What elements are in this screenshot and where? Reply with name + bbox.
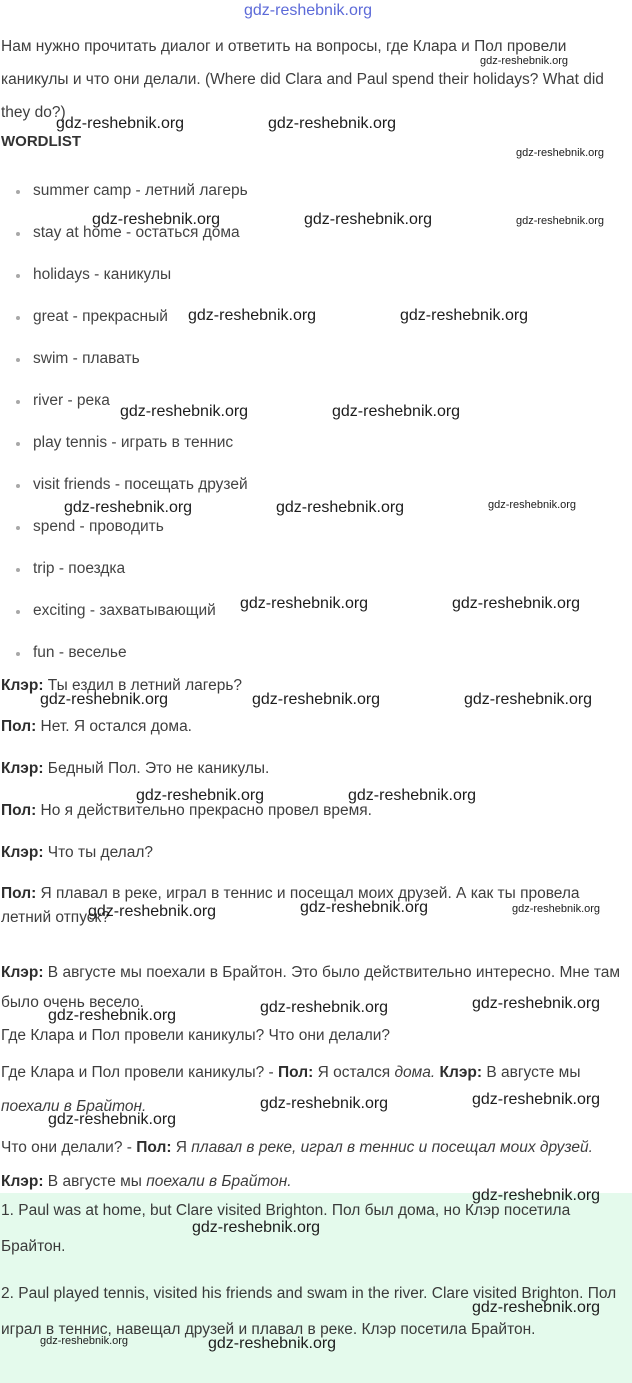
dialogue-text: Нет. Я остался дома. (36, 718, 192, 735)
watermark: gdz-reshebnik.org (260, 999, 389, 1016)
watermark: gdz-reshebnik.org (64, 499, 193, 516)
speaker-label: Клэр: (1, 677, 44, 694)
watermark: gdz-reshebnik.org (40, 691, 169, 708)
answer-emphasis: поехали в Брайтон. (146, 1173, 292, 1190)
speaker-label: Клэр: (1, 760, 44, 777)
watermark: gdz-reshebnik.org (88, 903, 217, 920)
answer-emphasis: дома. (394, 1064, 436, 1081)
bullet-icon (16, 274, 20, 278)
wordlist-entry: spend - проводить (33, 518, 164, 535)
watermark: gdz-reshebnik.org (268, 115, 397, 132)
speaker-label: Пол: (1, 802, 37, 819)
wordlist-entry: great - прекрасный (33, 308, 168, 325)
wordlist-entry: trip - поездка (33, 560, 126, 577)
watermark: gdz-reshebnik.org (56, 115, 185, 132)
watermark: gdz-reshebnik.org (472, 995, 601, 1012)
watermark: gdz-reshebnik.org (464, 691, 593, 708)
bullet-icon (16, 232, 20, 236)
watermark: gdz-reshebnik.org (208, 1335, 337, 1352)
bullet-icon (16, 526, 20, 530)
watermark: gdz-reshebnik.org (48, 1007, 177, 1024)
questions-line: Где Клара и Пол провели каникулы? Что они делали? (1, 1027, 391, 1044)
answer-text: Я (171, 1139, 192, 1156)
watermark: gdz-reshebnik.org (480, 55, 569, 67)
question-text: Где Клара и Пол провели каникулы? - (1, 1064, 279, 1081)
dialogue-line (1, 841, 629, 865)
watermark: gdz-reshebnik.org (472, 1299, 601, 1316)
speaker-label: Клэр: (1, 844, 44, 861)
dialogue-text: В августе мы поехали в Брайтон. Это было действительно интересно. Мне там было очень весело. (1, 964, 621, 1011)
bullet-icon (16, 652, 20, 656)
bullet-icon (16, 610, 20, 614)
wordlist-entry: river - река (33, 392, 110, 409)
watermark: gdz-reshebnik.org (260, 1095, 389, 1112)
watermark: gdz-reshebnik.org (300, 899, 429, 916)
wordlist-entry: stay at home - остаться дома (33, 224, 240, 241)
answer-1: 1. Paul was at home, but Clare visited Brighton. Пол был дома, но Клэр посетила Брайтон. (1, 1202, 571, 1255)
speaker-label: Пол: (136, 1139, 172, 1156)
watermark: gdz-reshebnik.org (136, 787, 265, 804)
answer-text: Я остался (313, 1064, 395, 1081)
intro-text: Нам нужно прочитать диалог и ответить на вопросы, где Клара и Пол провели каникулы и что они делали. (Where did Clara and Paul spend their holidays? What did they do?) (1, 38, 604, 121)
wordlist-entry: visit friends - посещать друзей (33, 476, 248, 493)
answer-text: В августе мы (43, 1173, 147, 1190)
wordlist-title: WORDLIST (1, 133, 81, 150)
speaker-label: Пол: (1, 885, 37, 902)
watermark: gdz-reshebnik.org (40, 1335, 129, 1347)
dialogue-text: Ты ездил в летний лагерь? (43, 677, 243, 694)
watermark: gdz-reshebnik.org (240, 595, 369, 612)
watermark: gdz-reshebnik.org (48, 1111, 177, 1128)
watermark: gdz-reshebnik.org (252, 691, 381, 708)
answer-2: 2. Paul played tennis, visited his friends and swam in the river. Clare visited Brighton. Пол играл в теннис, навещал друзей и плавал в реке. Клэр посетила Брайтон. (1, 1285, 617, 1338)
dialogue-text: Я плавал в реке, играл в теннис и посещал моих друзей. А как ты провела летний отпуск? (1, 885, 580, 926)
dialogue-text: Бедный Пол. Это не каникулы. (43, 760, 270, 777)
bullet-icon (16, 358, 20, 362)
bullet-icon (16, 190, 20, 194)
speaker-label: Пол: (1, 718, 37, 735)
watermark: gdz-reshebnik.org (472, 1091, 601, 1108)
bullet-icon (16, 400, 20, 404)
dialogue-line (1, 715, 629, 739)
watermark: gdz-reshebnik.org (192, 1219, 321, 1236)
answer-text: В августе мы (482, 1064, 581, 1081)
watermark: gdz-reshebnik.org (472, 1187, 601, 1204)
dialogue-text: Что ты делал? (43, 844, 154, 861)
watermark: gdz-reshebnik.org (92, 211, 221, 228)
wordlist-entry: play tennis - играть в теннис (33, 434, 234, 451)
answer-emphasis: поехали в Брайтон. (1, 1098, 147, 1115)
speaker-label: Клэр: (435, 1064, 483, 1081)
wordlist-entry: fun - веселье (33, 644, 127, 661)
watermark: gdz-reshebnik.org (516, 215, 605, 227)
watermark: gdz-reshebnik.org (400, 307, 529, 324)
watermark-top: gdz-reshebnik.org (244, 2, 373, 19)
speaker-label: Клэр: (1, 964, 44, 981)
watermark: gdz-reshebnik.org (188, 307, 317, 324)
watermark: gdz-reshebnik.org (452, 595, 581, 612)
watermark: gdz-reshebnik.org (512, 903, 601, 915)
watermark: gdz-reshebnik.org (348, 787, 477, 804)
question-text: Что они делали? - (1, 1139, 137, 1156)
wordlist-entry: holidays - каникулы (33, 266, 172, 283)
bullet-icon (16, 442, 20, 446)
watermark: gdz-reshebnik.org (516, 147, 605, 159)
speaker-label: Клэр: (1, 1173, 44, 1190)
wordlist-entry: summer camp - летний лагерь (33, 182, 248, 199)
bullet-icon (16, 484, 20, 488)
watermark: gdz-reshebnik.org (304, 211, 433, 228)
bullet-icon (16, 316, 20, 320)
watermark: gdz-reshebnik.org (488, 499, 577, 511)
answer-emphasis: плавал в реке, играл в теннис и посещал моих друзей. (191, 1139, 593, 1156)
dialogue-line (1, 757, 629, 781)
dialogue-text: Но я действительно прекрасно провел время. (36, 802, 372, 819)
wordlist-entry: swim - плавать (33, 350, 140, 367)
dialogue-line (1, 799, 629, 823)
wordlist-entry: exciting - захватывающий (33, 602, 216, 619)
bullet-icon (16, 568, 20, 572)
watermark: gdz-reshebnik.org (332, 403, 461, 420)
watermark: gdz-reshebnik.org (120, 403, 249, 420)
watermark: gdz-reshebnik.org (276, 499, 405, 516)
speaker-label: Пол: (278, 1064, 314, 1081)
